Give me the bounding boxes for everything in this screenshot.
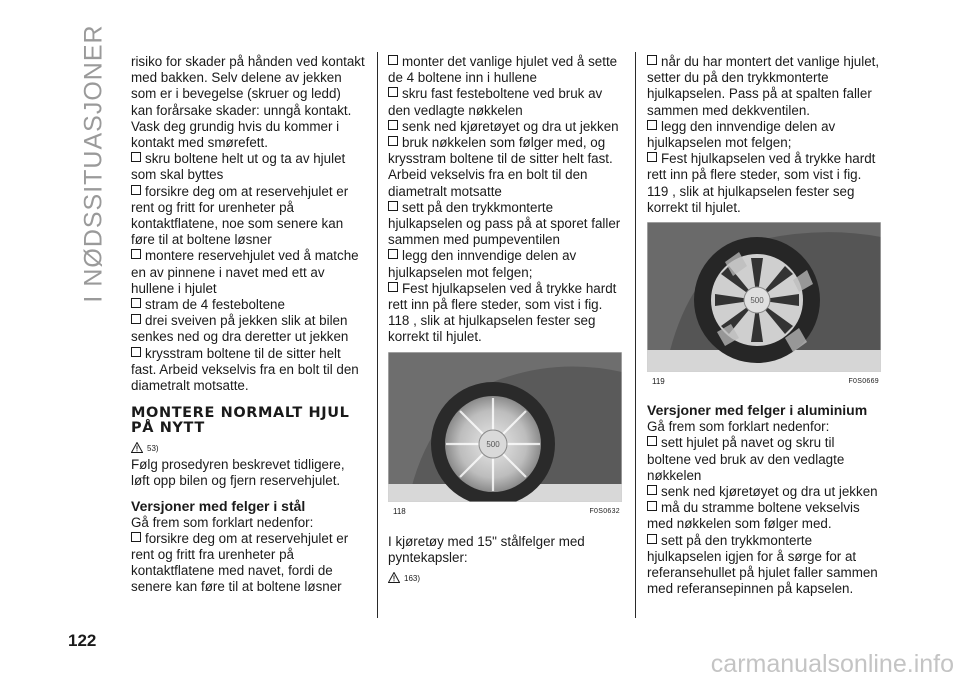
warning-ref-number: 53) [147,444,159,454]
list-item: sett hjulet på navet og skru til boltene ved bruk av den vedlagte nøkkelen [647,435,881,484]
list-item: senk ned kjøretøyet og dra ut jekken [388,119,622,135]
list-item: krysstram boltene til de sitter helt fast. Arbeid vekselvis fra en bolt til den diametralt motsatte. [131,346,365,395]
subheading: Versjoner med felger i aluminium [647,402,868,419]
intro-paragraph: risiko for skader på hånden ved kontakt med bakken. Selv delene av jekken som er i bevegelse (skruer og ledd) kan forårsake skader: unngå kontakt. Vask deg grundig hvis du kommer i kontakt med smørefett. [131,54,365,151]
list-item: Fest hjulkapselen ved å trykke hardt rett inn på flere steder, som vist i fig. 119 , slik at hjulkapselen fester seg korrekt til hjulet. [647,151,881,216]
list-item: skru fast festeboltene ved bruk av den vedlagte nøkkelen [388,86,622,118]
wheel-cover-alloy-illustration [647,222,881,372]
figure-code: F0S0632 [589,507,620,515]
warning-triangle-icon [388,572,400,583]
list-item: drei sveiven på jekken slik at bilen senkes ned og dra deretter ut jekken [131,313,365,345]
list-item: forsikre deg om at reservehjulet er rent og fritt fra urenheter på kontaktflatene med navet, fordi de senere kan føre til at boltene løsner [131,531,365,596]
list-item: legg den innvendige delen av hjulkapselen mot felgen; [388,248,622,280]
sub-intro: Gå frem som forklart nedenfor: [131,514,314,530]
sub-intro: Gå frem som forklart nedenfor: [647,419,830,435]
page-number: 122 [68,631,97,650]
column-1 [131,54,365,596]
figure-caption [647,374,881,390]
list-item: sett på den trykkmonterte hjulkapselen og pass på at sporet faller sammen med pumpeventilen [388,199,621,248]
figure-number: 118 [393,506,406,516]
list-item: montere reservehjulet ved å matche en av pinnene i navet med ett av hullene i hjulet [131,248,365,297]
figure-118 [388,352,622,520]
warning-reference [131,442,365,453]
list-item: senk ned kjøretøyet og dra ut jekken [647,484,881,500]
column-divider-2 [635,52,636,618]
figure-number: 119 [652,377,665,387]
column-3 [647,54,881,597]
figure-code: F0S0669 [848,378,879,386]
column-2 [388,54,622,587]
list-item: sett på den trykkmonterte hjulkapselen igjen for å sørge for at referansehullet på hjulet faller sammen med referansepinnen på kapselen. [647,533,881,598]
list-item: når du har montert det vanlige hjulet, setter du på den trykkmonterte hjulkapselen. Pass på at spalten faller sammen med dekkventilen. [647,54,880,118]
svg-text:500: 500 [486,439,500,449]
subheading: Versjoner med felger i stål [131,497,306,514]
chapter-side-title [76,23,112,303]
list-item: bruk nøkkelen som følger med, og krysstram boltene til de sitter helt fast. Arbeid vekselvis fra en bolt til den diametralt motsatte [388,135,622,200]
list-item: monter det vanlige hjulet ved å sette de 4 boltene inn i hullene [388,54,622,86]
watermark: carmanualsonline.info [710,650,954,678]
section-heading: MONTERE NORMALT HJUL PÅ NYTT [131,405,350,437]
svg-text:500: 500 [750,296,764,306]
list-item: skru boltene helt ut og ta av hjulet som skal byttes [131,151,365,183]
list-item: forsikre deg om at reservehjulet er rent og fritt for urenheter på kontaktflatene, noe som senere kan føre til at boltene løsner [131,184,365,249]
figure-119 [647,222,881,390]
paragraph: Følg prosedyren beskrevet tidligere, løft opp bilen og fjern reservehjulet. [131,457,345,489]
warning-ref-number: 163) [404,574,421,584]
figure-caption [388,504,622,520]
paragraph: I kjøretøy med 15" stålfelger med pyntekapsler: [388,533,585,566]
warning-reference [388,572,622,583]
list-item: Fest hjulkapselen ved å trykke hardt rett inn på flere steder, som vist i fig. 118 , slik at hjulkapselen fester seg korrekt til hjulet. [388,281,622,346]
list-item: må du stramme boltene vekselvis med nøkkelen som følger med. [647,500,881,532]
column-divider-1 [377,52,378,618]
list-item: stram de 4 festeboltene [131,297,365,313]
wheel-cover-steel-illustration [388,352,622,502]
warning-triangle-icon [131,442,143,453]
chapter-side-title-text: I NØDSSITUASJONER [79,23,108,303]
list-item: legg den innvendige delen av hjulkapselen mot felgen; [647,119,881,151]
